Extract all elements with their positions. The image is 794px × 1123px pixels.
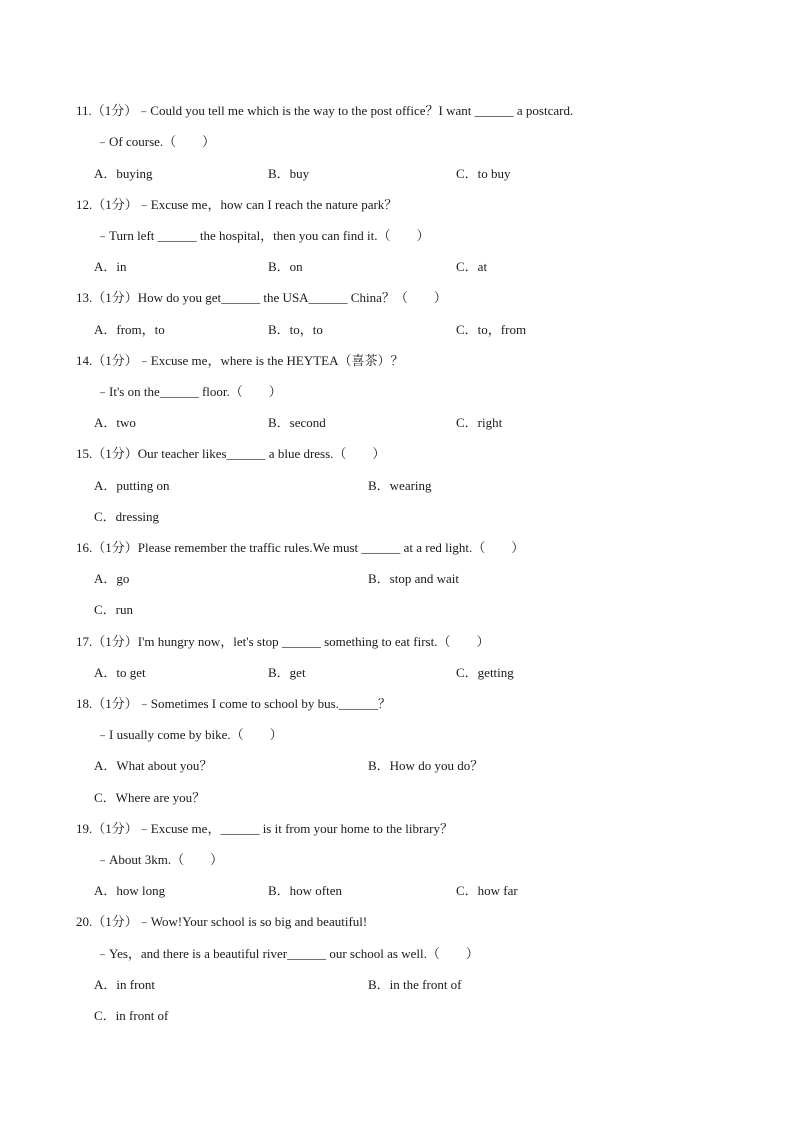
option-letter: A． — [94, 415, 117, 430]
option-a — [94, 571, 129, 587]
question-number: 13. — [76, 290, 93, 305]
question-stem-line-2: ﹣I usually come by bike.（ ） — [96, 727, 283, 742]
question-stem — [76, 696, 391, 712]
option-text: how long — [116, 883, 166, 898]
option-letter: C． — [94, 790, 116, 805]
option-b — [268, 415, 326, 431]
option-letter: C． — [456, 883, 478, 898]
option-c — [94, 1008, 168, 1024]
question-text: ﹣Could you tell me which is the way to the post office？I want ______ a postcard. — [137, 103, 574, 118]
question-score: （1分） — [92, 696, 138, 711]
question-number: 19. — [76, 821, 93, 836]
question-number: 20. — [76, 914, 93, 929]
question-number: 16. — [76, 540, 93, 555]
option-text: wearing — [389, 478, 432, 493]
option-letter: C． — [94, 1008, 116, 1023]
option-text: to get — [116, 665, 146, 680]
option-b — [368, 571, 459, 587]
question-score: （1分） — [92, 914, 138, 929]
option-c — [94, 790, 205, 806]
option-a — [94, 883, 165, 899]
option-letter: C． — [456, 415, 478, 430]
option-b — [268, 665, 306, 681]
option-letter: C． — [94, 602, 116, 617]
question-score: （1分） — [92, 821, 138, 836]
option-c — [456, 665, 514, 681]
option-a — [94, 415, 136, 431]
option-a — [94, 322, 165, 338]
option-b — [368, 977, 462, 993]
question-stem — [76, 540, 524, 556]
option-letter: C． — [456, 665, 478, 680]
option-text: to buy — [477, 166, 511, 181]
question-score: （1分） — [91, 103, 138, 118]
option-c — [94, 602, 133, 618]
question-stem — [76, 914, 367, 930]
option-letter: B． — [368, 478, 390, 493]
question-stem — [76, 103, 573, 119]
question-stem-line-2: ﹣About 3km.（ ） — [96, 852, 224, 867]
question-text: ﹣Excuse me，how can I reach the nature park？ — [137, 197, 398, 212]
option-c — [456, 415, 502, 431]
question-stem — [76, 197, 397, 213]
option-letter: C． — [456, 259, 478, 274]
option-text: stop and wait — [389, 571, 459, 586]
question-number: 18. — [76, 696, 93, 711]
option-letter: B． — [368, 758, 390, 773]
option-letter: A． — [94, 977, 117, 992]
option-text: in front of — [115, 1008, 169, 1023]
question-number: 11. — [76, 103, 92, 118]
option-text: from，to — [116, 322, 165, 337]
option-c — [456, 259, 487, 275]
option-c — [456, 166, 511, 182]
option-b — [268, 259, 303, 275]
question-number: 15. — [76, 446, 93, 461]
option-a — [94, 977, 155, 993]
question-number: 17. — [76, 634, 93, 649]
option-letter: A． — [94, 758, 117, 773]
question-stem — [76, 290, 447, 306]
option-b — [368, 478, 432, 494]
option-text: run — [115, 602, 134, 617]
option-letter: B． — [268, 665, 290, 680]
question-text: How do you get______ the USA______ China？（ ） — [137, 290, 447, 305]
option-text: buying — [116, 166, 153, 181]
option-text: Where are you？ — [115, 790, 206, 805]
question-score: （1分） — [92, 634, 138, 649]
question-stem — [76, 821, 453, 837]
option-text: getting — [477, 665, 514, 680]
option-text: What about you？ — [116, 758, 213, 773]
option-text: right — [477, 415, 503, 430]
option-letter: C． — [456, 166, 478, 181]
option-text: How do you do？ — [389, 758, 484, 773]
option-letter: A． — [94, 322, 117, 337]
option-text: to，from — [477, 322, 527, 337]
question-text: I'm hungry now，let's stop ______ something to eat first.（ ） — [137, 634, 490, 649]
question-stem — [76, 353, 404, 369]
option-b — [268, 883, 342, 899]
question-score: （1分） — [92, 197, 138, 212]
option-letter: B． — [268, 166, 290, 181]
question-text: Please remember the traffic rules.We must ______ at a red light.（ ） — [137, 540, 525, 555]
option-b — [268, 322, 323, 338]
option-text: to，to — [289, 322, 323, 337]
question-stem — [76, 446, 385, 462]
option-letter: B． — [368, 977, 390, 992]
question-score: （1分） — [92, 353, 138, 368]
option-text: how often — [289, 883, 343, 898]
question-stem-line-2: ﹣Of course.（ ） — [96, 134, 216, 149]
question-score: （1分） — [92, 446, 138, 461]
option-text: putting on — [116, 478, 170, 493]
option-a — [94, 665, 146, 681]
question-stem-line-2: ﹣Turn left ______ the hospital，then you can find it.（ ） — [96, 228, 430, 243]
option-text: how far — [477, 883, 518, 898]
option-text: dressing — [115, 509, 160, 524]
option-letter: A． — [94, 883, 117, 898]
question-number: 12. — [76, 197, 93, 212]
option-text: on — [289, 259, 303, 274]
option-b — [368, 758, 483, 774]
option-c — [456, 883, 518, 899]
option-letter: B． — [268, 259, 290, 274]
question-text: Our teacher likes______ a blue dress.（ ） — [137, 446, 386, 461]
question-stem-line-2: ﹣It's on the______ floor.（ ） — [96, 384, 282, 399]
question-text: ﹣Excuse me，where is the HEYTEA（喜茶）？ — [137, 353, 404, 368]
option-letter: C． — [94, 509, 116, 524]
option-letter: A． — [94, 665, 117, 680]
option-b — [268, 166, 309, 182]
option-c — [456, 322, 526, 338]
option-letter: B． — [268, 322, 290, 337]
option-text: go — [116, 571, 130, 586]
question-score: （1分） — [92, 290, 138, 305]
option-letter: B． — [268, 415, 290, 430]
option-letter: B． — [368, 571, 390, 586]
option-text: in front — [116, 977, 156, 992]
option-text: second — [289, 415, 326, 430]
option-letter: C． — [456, 322, 478, 337]
option-text: in — [116, 259, 127, 274]
option-text: at — [477, 259, 488, 274]
question-text: ﹣Wow!Your school is so big and beautiful! — [137, 914, 368, 929]
option-text: two — [116, 415, 136, 430]
question-score: （1分） — [92, 540, 138, 555]
option-letter: B． — [268, 883, 290, 898]
option-text: in the front of — [389, 977, 462, 992]
option-a — [94, 758, 212, 774]
question-number: 14. — [76, 353, 93, 368]
option-text: buy — [289, 166, 310, 181]
option-text: get — [289, 665, 306, 680]
option-a — [94, 259, 127, 275]
option-letter: A． — [94, 478, 117, 493]
question-text: ﹣Sometimes I come to school by bus.______？ — [137, 696, 391, 711]
option-letter: A． — [94, 166, 117, 181]
question-text: ﹣Excuse me，______ is it from your home to the library？ — [137, 821, 453, 836]
option-letter: A． — [94, 571, 117, 586]
option-a — [94, 478, 169, 494]
option-a — [94, 166, 153, 182]
question-stem-line-2: ﹣Yes，and there is a beautiful river______ our school as well.（ ） — [96, 946, 479, 961]
question-stem — [76, 634, 489, 650]
option-letter: A． — [94, 259, 117, 274]
option-c — [94, 509, 159, 525]
